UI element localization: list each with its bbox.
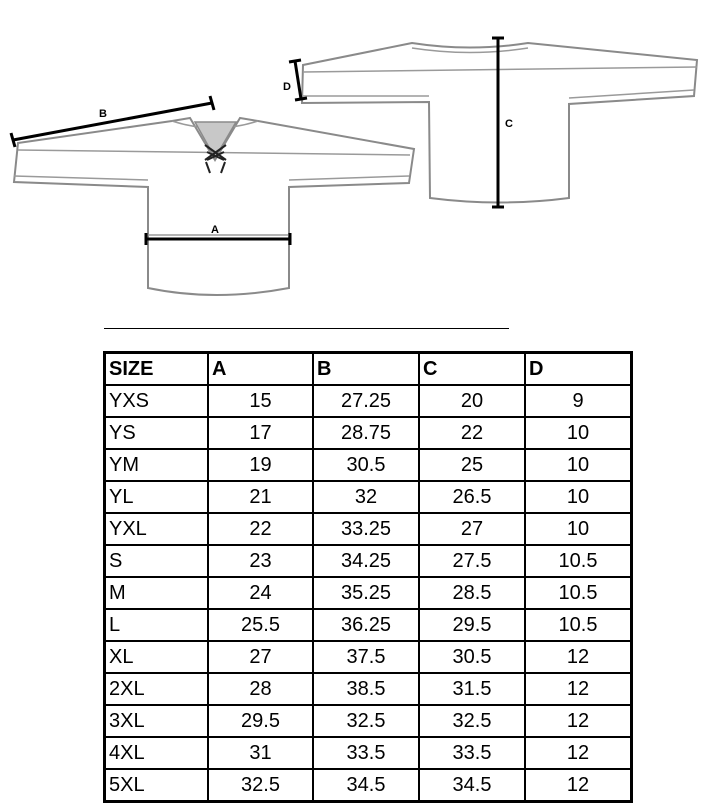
size-cell: M [105,577,209,609]
measurement-cell: 30.5 [313,449,419,481]
size-cell: YM [105,449,209,481]
measurement-cell: 24 [208,577,313,609]
table-row [105,417,632,449]
measurement-cell: 25 [419,449,525,481]
size-cell: YS [105,417,209,449]
table-row [105,737,632,769]
table-header-row [105,353,632,386]
measurement-cell: 34.25 [313,545,419,577]
measurement-cell: 10 [525,481,632,513]
measurement-cell: 12 [525,705,632,737]
jersey-diagram [0,0,723,330]
measurement-cell: 22 [208,513,313,545]
header-size: SIZE [105,353,209,386]
size-cell: YXL [105,513,209,545]
measurement-cell: 33.25 [313,513,419,545]
measurement-cell: 34.5 [313,769,419,802]
measurement-cell: 12 [525,769,632,802]
header-b: B [313,353,419,386]
size-cell: L [105,609,209,641]
measurement-cell: 27.25 [313,385,419,417]
divider-line [104,328,509,329]
measurement-cell: 36.25 [313,609,419,641]
measurement-cell: 9 [525,385,632,417]
size-cell: YL [105,481,209,513]
size-cell: YXS [105,385,209,417]
measurement-cell: 30.5 [419,641,525,673]
size-cell: 3XL [105,705,209,737]
dimension-label-b: B [99,108,107,120]
measurement-cell: 37.5 [313,641,419,673]
measurement-cell: 31.5 [419,673,525,705]
measurement-cell: 32.5 [419,705,525,737]
measurement-cell: 38.5 [313,673,419,705]
measurement-cell: 19 [208,449,313,481]
header-c: C [419,353,525,386]
measurement-cell: 27 [419,513,525,545]
measurement-cell: 10.5 [525,577,632,609]
table-row [105,449,632,481]
dimension-label-a: A [211,224,219,236]
measurement-cell: 10.5 [525,609,632,641]
table-row [105,577,632,609]
header-a: A [208,353,313,386]
table-row [105,481,632,513]
table-row [105,609,632,641]
table-row [105,385,632,417]
measurement-cell: 10 [525,513,632,545]
table-body [105,385,632,802]
measurement-cell: 32.5 [208,769,313,802]
measurement-cell: 12 [525,673,632,705]
measurement-cell: 17 [208,417,313,449]
table-row [105,705,632,737]
measurement-cell: 15 [208,385,313,417]
measurement-cell: 28.75 [313,417,419,449]
measurement-cell: 10.5 [525,545,632,577]
measurement-cell: 29.5 [208,705,313,737]
measurement-cell: 27.5 [419,545,525,577]
measurement-cell: 34.5 [419,769,525,802]
measurement-cell: 21 [208,481,313,513]
size-cell: S [105,545,209,577]
table-row [105,513,632,545]
dimension-label-c: C [505,118,513,130]
measurement-cell: 28 [208,673,313,705]
measurement-cell: 31 [208,737,313,769]
measurement-cell: 33.5 [419,737,525,769]
size-cell: 2XL [105,673,209,705]
measurement-cell: 12 [525,641,632,673]
jersey-front [11,96,414,295]
measurement-cell: 12 [525,737,632,769]
measurement-cell: 10 [525,417,632,449]
measurement-cell: 29.5 [419,609,525,641]
table-row [105,673,632,705]
table-row [105,641,632,673]
measurement-cell: 33.5 [313,737,419,769]
measurement-cell: 10 [525,449,632,481]
measurement-cell: 26.5 [419,481,525,513]
dimension-line-d [295,61,301,99]
measurement-cell: 27 [208,641,313,673]
measurement-cell: 32 [313,481,419,513]
table-row [105,769,632,802]
measurement-cell: 22 [419,417,525,449]
size-cell: XL [105,641,209,673]
size-cell: 5XL [105,769,209,802]
measurement-cell: 35.25 [313,577,419,609]
header-d: D [525,353,632,386]
measurement-cell: 25.5 [208,609,313,641]
measurement-cell: 32.5 [313,705,419,737]
table-row [105,545,632,577]
measurement-cell: 20 [419,385,525,417]
size-chart-table [103,351,633,803]
size-cell: 4XL [105,737,209,769]
measurement-cell: 28.5 [419,577,525,609]
measurement-cell: 23 [208,545,313,577]
dimension-label-d: D [283,81,291,93]
